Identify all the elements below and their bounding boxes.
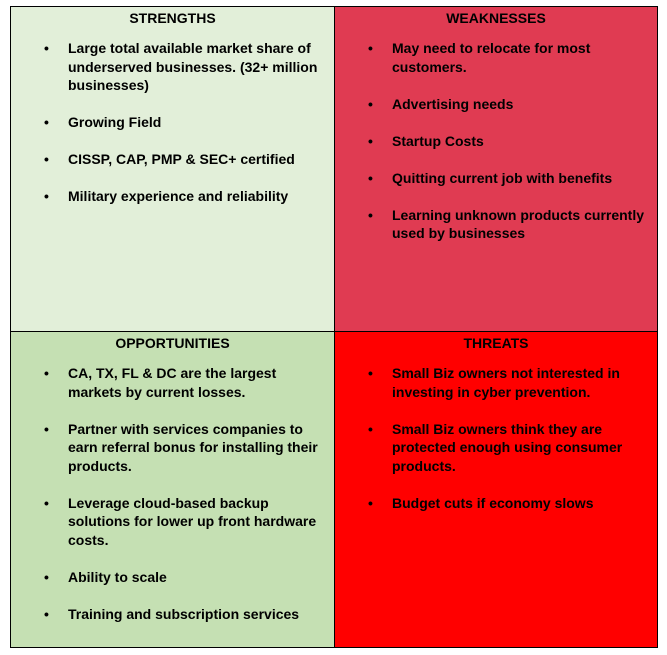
- list-item: • Learning unknown products currently used by businesses: [368, 206, 645, 241]
- bullet-icon: •: [44, 605, 49, 622]
- bullet-icon: •: [368, 132, 373, 149]
- bullet-icon: •: [44, 568, 49, 585]
- list-item: • CISSP, CAP, PMP & SEC+ certified: [44, 151, 295, 167]
- bullet-icon: •: [368, 206, 373, 223]
- bullet-icon: •: [368, 95, 373, 112]
- strengths-list: [11, 39, 334, 206]
- threats-quadrant: [335, 332, 657, 647]
- weaknesses-quadrant: [335, 7, 657, 332]
- strengths-quadrant: [11, 7, 335, 332]
- list-item: • Advertising needs: [368, 95, 514, 112]
- list-item: • Ability to scale: [44, 568, 167, 585]
- list-item: • Large total available market share of underserved businesses. (32+ million businesses): [44, 40, 318, 93]
- bullet-icon: •: [44, 114, 49, 130]
- bullet-icon: •: [368, 40, 373, 56]
- bullet-icon: •: [44, 365, 49, 381]
- bullet-icon: •: [368, 169, 373, 186]
- list-item: • Partner with services companies to earn referral bonus for installing their products.: [44, 420, 318, 474]
- list-item: • Startup Costs: [368, 132, 484, 149]
- bullet-icon: •: [368, 365, 373, 381]
- list-item: • Growing Field: [44, 114, 162, 130]
- opportunities-quadrant: [11, 332, 335, 647]
- bullet-icon: •: [44, 494, 49, 511]
- list-item: • Leverage cloud-based backup solutions for lower up front hardware costs.: [44, 494, 317, 548]
- opportunities-title: OPPORTUNITIES: [115, 335, 230, 351]
- threats-list: [335, 364, 657, 512]
- bullet-icon: •: [44, 151, 49, 167]
- bullet-icon: •: [368, 494, 373, 511]
- list-item: • Small Biz owners think they are protected enough using consumer products.: [368, 420, 623, 474]
- list-item: • CA, TX, FL & DC are the largest markets by current losses.: [44, 365, 277, 400]
- list-item: • Military experience and reliability: [44, 188, 289, 204]
- list-item: • Budget cuts if economy slows: [368, 494, 594, 511]
- opportunities-list: [11, 364, 334, 623]
- bullet-icon: •: [44, 188, 49, 204]
- list-item: • Small Biz owners not interested in investing in cyber prevention.: [368, 365, 620, 400]
- bullet-icon: •: [44, 40, 49, 56]
- list-item: • Training and subscription services: [44, 605, 300, 622]
- weaknesses-list: [335, 39, 657, 243]
- list-item: • May need to relocate for most customers.: [368, 40, 591, 75]
- swot-grid: [10, 6, 658, 648]
- bullet-icon: •: [44, 420, 49, 437]
- bullet-icon: •: [368, 420, 373, 437]
- strengths-title: STRENGTHS: [129, 10, 216, 26]
- threats-title: THREATS: [463, 335, 529, 351]
- list-item: • Quitting current job with benefits: [368, 169, 613, 186]
- weaknesses-title: WEAKNESSES: [446, 10, 546, 26]
